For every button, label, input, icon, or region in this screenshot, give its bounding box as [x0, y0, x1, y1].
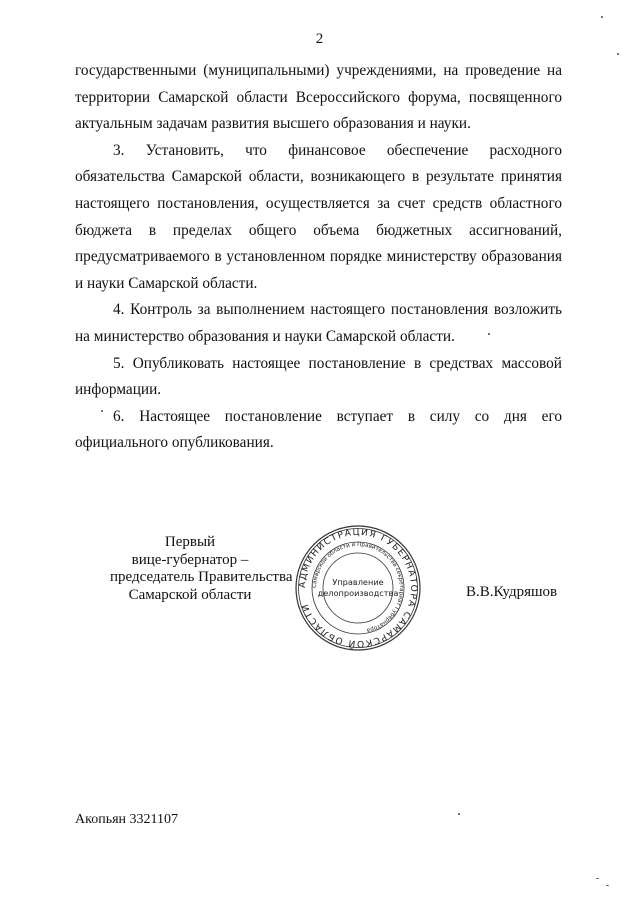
- footer-author: Акопьян 3321107: [75, 812, 178, 827]
- signer-title: [110, 534, 293, 604]
- paragraph-item-4: 4. Контроль за выполнением настоящего постановления возложить на министерство образования и науки Самарской области.: [75, 301, 562, 345]
- signer-title-line: Самарской области: [128, 586, 252, 603]
- scan-speck: [601, 16, 603, 18]
- stamp-center-line-1: Управление: [332, 577, 384, 587]
- scan-speck: [488, 333, 490, 335]
- page-number: 2: [315, 31, 324, 47]
- scan-speck: [596, 878, 599, 879]
- paragraph-item-3: 3. Установить, что финансовое обеспечение расходного обязательства Самарской области, возникающего в результате принятия настоящего постановления, осуществляется за счет средств областного бюджета в пределах общего объема бюджетных ассигнований, предусматриваемого в установленном порядке министерству образования и науки Самарской области.: [75, 141, 562, 292]
- stamp-inner-text: Самарской области и Правительства секретариат Губернатора: [311, 541, 405, 634]
- signer-title-line: председатель Правительства: [110, 569, 293, 585]
- scan-speck: [458, 813, 460, 815]
- scan-speck: [606, 885, 609, 886]
- paragraph-item-5: 5. Опубликовать настоящее постановление в средствах массовой информации.: [75, 354, 562, 399]
- official-stamp: [294, 524, 422, 652]
- signer-title-line: Первый: [164, 534, 216, 550]
- stamp-outer-text: АДМИНИСТРАЦИЯ ГУБЕРНАТОРА САМАРСКОЙ ОБЛАСТИ: [297, 527, 419, 649]
- stamp-center-line-2: делопроизводства: [317, 588, 399, 598]
- scan-speck: [617, 53, 619, 55]
- scan-speck: [101, 410, 103, 412]
- document-body: [75, 58, 562, 457]
- signer-title-line: вице-губернатор –: [131, 551, 249, 568]
- paragraph-item-6: 6. Настоящее постановление вступает в силу со дня его официального опубликования.: [75, 407, 562, 452]
- paragraph-continuation: государственными (муниципальными) учреждениями, на проведение на территории Самарской области Всероссийского форума, посвященного актуальным задачам развития высшего образования и науки.: [75, 62, 562, 133]
- signer-name: В.В.Кудряшов: [466, 584, 558, 600]
